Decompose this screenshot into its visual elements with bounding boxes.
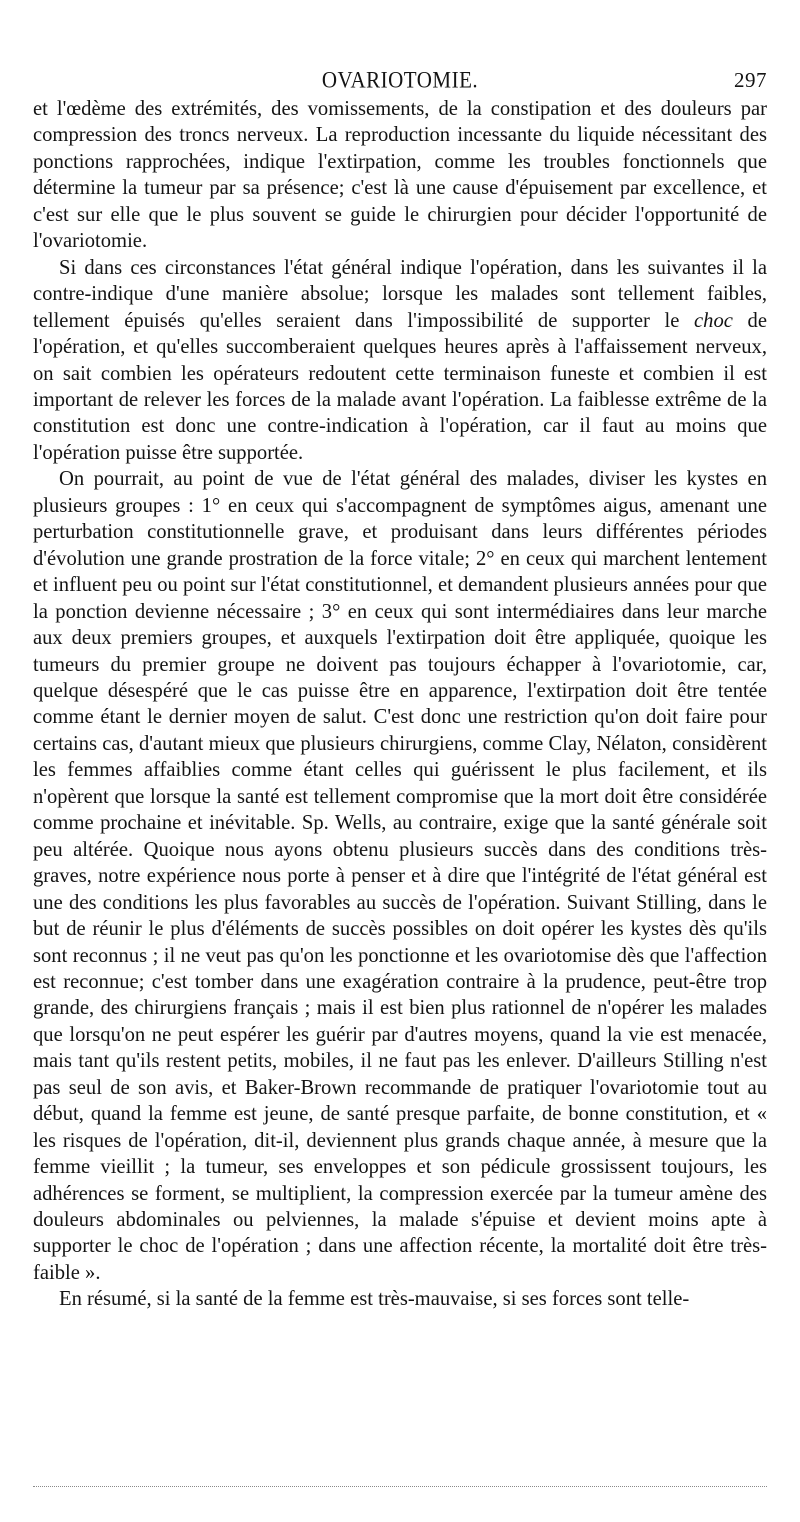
running-title: OVARIOTOMIE.	[321, 66, 479, 94]
paragraph-text: On pourrait, au point de vue de l'état général des malades, diviser les kystes en plusieurs groupes : 1° en ceux qui s'accompagnent de symptômes aigus, amenant une perturbation constitutionnelle grave, et produisant dans leurs différentes périodes d'évolution une grande prostration de la force vitale; 2° en ceux qui marchent lentement et influent peu ou point sur l'état constitutionnel, et demandent plusieurs années pour que la ponction devienne nécessaire ; 3° en ceux qui sont intermédiaires dans leur marche aux deux premiers groupes, et auxquels l'extirpation doit être appliquée, quoique les tumeurs du premier groupe ne doivent pas toujours échapper à l'ovariotomie, car, quelque désespéré que le cas puisse être en apparence, l'extirpation doit être tentée comme étant le dernier moyen de salut. C'est donc une restriction qu'on doit faire pour certains cas, d'autant mieux que plusieurs chirurgiens, comme Clay, Nélaton, considèrent les femmes affaiblies comme étant celles qui guérissent le plus facilement, et ils n'opèrent que lorsque la santé est tellement compromise que la mort doit être considérée comme prochaine et inévitable. Sp. Wells, au contraire, exige que la santé générale soit peu altérée. Quoique nous ayons obtenu plusieurs succès dans des conditions très-graves, notre expérience nous porte à penser et à dire que l'intégrité de l'état général est une des conditions les plus favorables au succès de l'opération. Suivant Stilling, dans le but de réunir le plus d'éléments de succès possibles on doit opérer les kystes dès qu'ils sont reconnus ; il ne veut pas qu'on les ponctionne et les ovariotomise dès que l'affection est reconnue; c'est tomber dans une exagération contraire à la prudence, peut-être trop grande, des chirurgiens français ; mais il est bien plus rationnel de n'opérer les malades que lorsqu'on ne peut espérer les guérir par d'autres moyens, quand la vie est menacée, mais tant qu'ils restent petits, mobiles, il ne faut pas les enlever. D'ailleurs Stilling n'est pas seul de son avis, et Baker-Brown recommande de pratiquer l'ovariotomie tout au début, quand la femme est jeune, de santé presque parfaite, de bonne constitution, et « les risques de l'opération, dit-il, deviennent plus grands chaque année, à mesure que la femme vieillit ; la tumeur, ses enveloppes et son pédicule grossissent toujours, les adhérences se forment, se multiplient, la compression exercée par la tumeur amène des douleurs abdominales ou pelviennes, la malade s'épuise et devient moins apte à supporter le choc de l'opération ; dans une affection récente, la mortalité doit être très-faible ».	[33, 468, 767, 1284]
paragraph-3	[33, 466, 767, 1286]
paragraph-text: de l'opération, et qu'elles succomberaient quelques heures après à l'affaissement nerveux, on sait combien les opérateurs redoutent cette terminaison funeste et combien il est important de relever les forces de la malade avant l'opération. La faiblesse extrême de la constitution est donc une contre-indication à l'opération, car il faut au moins que l'opération puisse être supportée.	[33, 309, 767, 464]
paragraph-4	[33, 1286, 767, 1312]
body-text	[33, 96, 767, 1313]
page-number: 297	[734, 68, 767, 92]
paragraph-1	[33, 96, 767, 255]
footer-dotted-rule	[33, 1486, 767, 1487]
book-page	[33, 60, 767, 1313]
paragraph-text: En résumé, si la santé de la femme est très-mauvaise, si ses forces sont telle-	[59, 1288, 690, 1311]
italic-term: choc	[694, 309, 733, 332]
paragraph-2	[33, 255, 767, 467]
running-header	[33, 60, 767, 96]
paragraph-text: Si dans ces circonstances l'état général indique l'opération, dans les suivantes il la contre-indique d'une manière absolue; lorsque les malades sont tellement faibles, tellement épuisés qu'elles seraient dans l'impossibilité de supporter le	[33, 256, 767, 332]
paragraph-text: et l'œdème des extrémités, des vomissements, de la constipation et des douleurs par compression des troncs nerveux. La reproduction incessante du liquide nécessitant des ponctions rapprochées, indique l'extirpation, comme les troubles fonctionnels que détermine la tumeur par sa présence; c'est là une cause d'épuisement par excellence, et c'est sur elle que le plus souvent se guide le chirurgien pour décider l'opportunité de l'ovariotomie.	[33, 98, 767, 253]
